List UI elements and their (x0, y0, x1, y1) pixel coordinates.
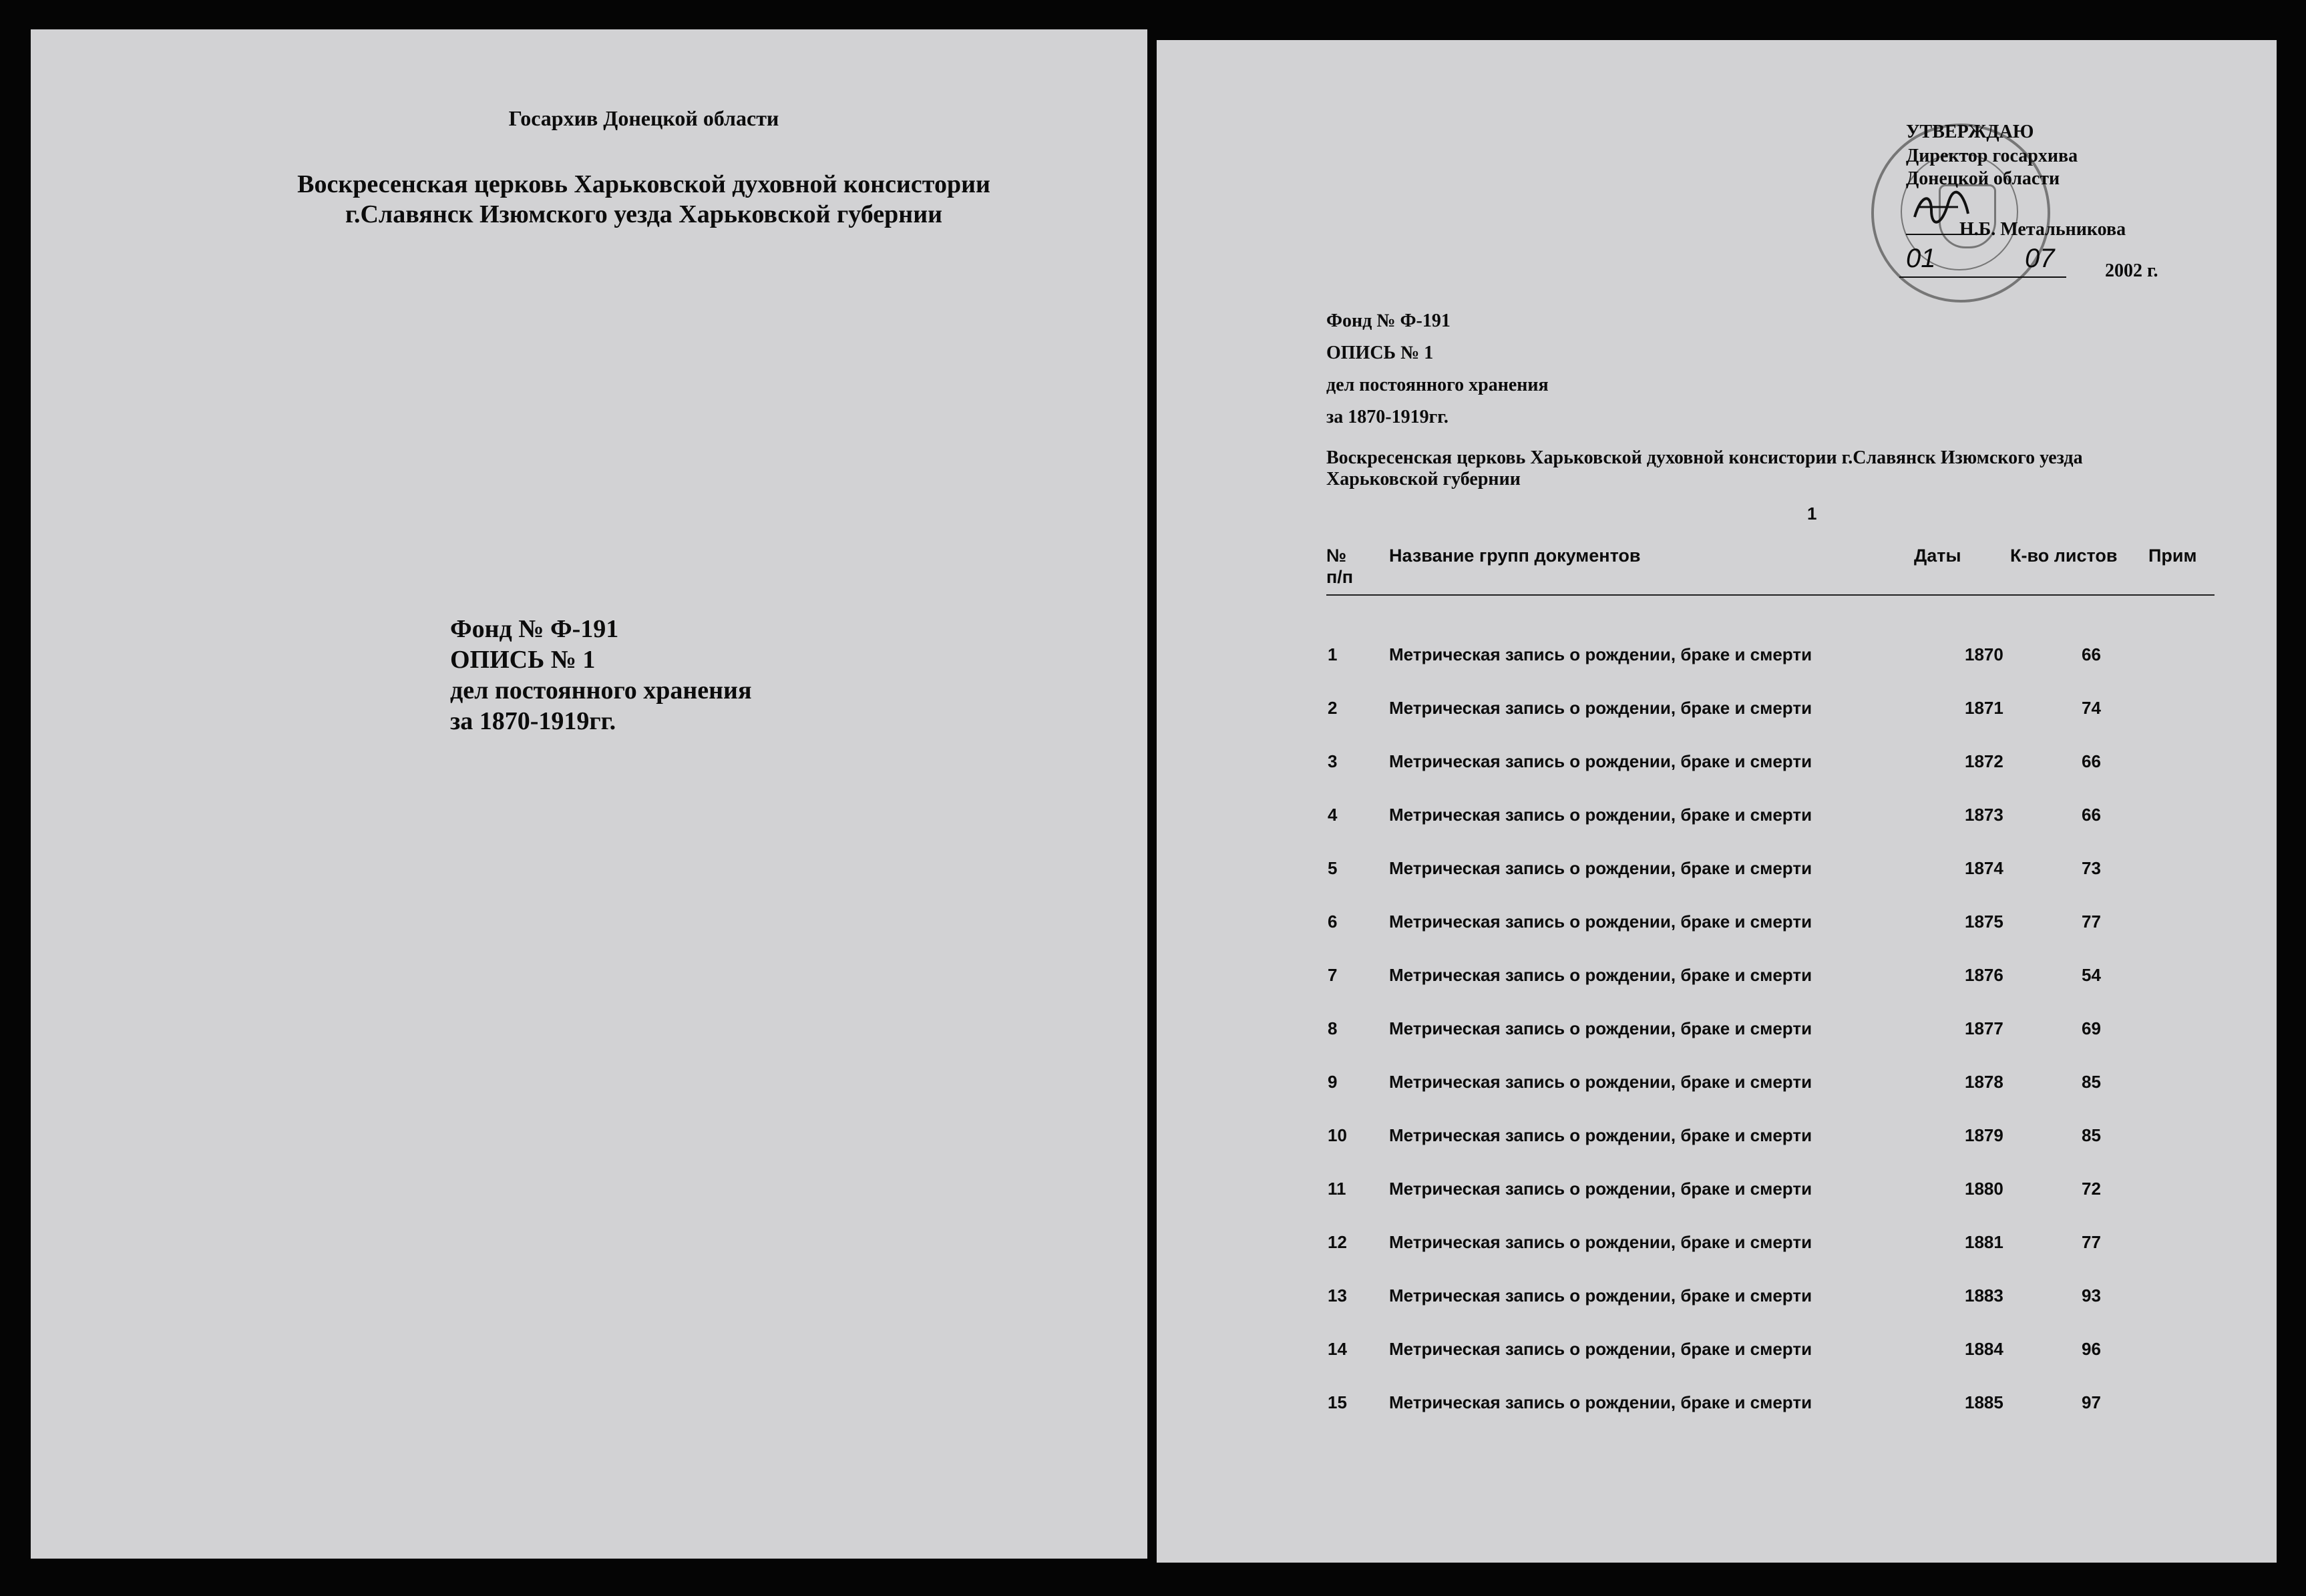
header-num-sub: п/п (1326, 567, 1354, 587)
row-number: 9 (1328, 1072, 1338, 1092)
row-date: 1873 (1965, 805, 2003, 825)
left-page (31, 29, 1147, 1559)
row-date: 1877 (1965, 1018, 2003, 1038)
row-sheets: 96 (2082, 1339, 2101, 1359)
approval-year: 2002 г. (2105, 260, 2158, 281)
row-sheets: 69 (2082, 1018, 2101, 1038)
row-title: Метрическая запись о рождении, браке и смерти (1389, 1018, 1812, 1038)
row-title: Метрическая запись о рождении, браке и смерти (1389, 1285, 1812, 1306)
row-title: Метрическая запись о рождении, браке и смерти (1389, 1125, 1812, 1145)
table-row (1157, 1285, 2277, 1312)
page-number: 1 (1807, 504, 1817, 524)
row-date: 1870 (1965, 644, 2003, 664)
table-row (1157, 1072, 2277, 1099)
approver-position-1: Директор госархива (1906, 146, 2078, 166)
row-title: Метрическая запись о рождении, браке и смерти (1389, 1232, 1812, 1252)
row-date: 1884 (1965, 1339, 2003, 1359)
row-sheets: 73 (2082, 858, 2101, 878)
row-sheets: 85 (2082, 1125, 2101, 1145)
row-sheets: 66 (2082, 751, 2101, 771)
table-row (1157, 644, 2277, 671)
storage-type: дел постоянного хранения (1326, 375, 1549, 395)
row-number: 6 (1328, 912, 1338, 932)
row-title: Метрическая запись о рождении, браке и смерти (1389, 1179, 1812, 1199)
header-sheets: К-во листов (2010, 546, 2118, 566)
header-note: Прим (2148, 546, 2197, 566)
row-date: 1875 (1965, 912, 2003, 932)
row-title: Метрическая запись о рождении, браке и смерти (1389, 858, 1812, 878)
row-date: 1881 (1965, 1232, 2003, 1252)
row-date: 1878 (1965, 1072, 2003, 1092)
row-title: Метрическая запись о рождении, браке и смерти (1389, 751, 1812, 771)
row-date: 1885 (1965, 1392, 2003, 1412)
header-num: № (1326, 546, 1347, 566)
table-row (1157, 1392, 2277, 1419)
row-number: 7 (1328, 965, 1338, 985)
table-row (1157, 1018, 2277, 1045)
row-sheets: 85 (2082, 1072, 2101, 1092)
table-row (1157, 805, 2277, 831)
row-number: 8 (1328, 1018, 1338, 1038)
approval-day: 01 (1906, 244, 1936, 273)
row-number: 1 (1328, 644, 1338, 664)
fond-number: Фонд № Ф-191 (1326, 311, 1451, 331)
row-title: Метрическая запись о рождении, браке и смерти (1389, 1072, 1812, 1092)
approver-name: Н.Б. Метальникова (1959, 219, 2126, 240)
row-number: 15 (1328, 1392, 1347, 1412)
row-number: 10 (1328, 1125, 1347, 1145)
archive-name: Госархив Донецкой области (508, 106, 779, 130)
row-sheets: 74 (2082, 698, 2101, 718)
row-date: 1879 (1965, 1125, 2003, 1145)
row-number: 3 (1328, 751, 1338, 771)
table-row (1157, 751, 2277, 778)
row-date: 1876 (1965, 965, 2003, 985)
row-sheets: 77 (2082, 1232, 2101, 1252)
fond-block (450, 614, 752, 737)
row-sheets: 54 (2082, 965, 2101, 985)
table-row (1157, 858, 2277, 885)
approval-month: 07 (2025, 244, 2055, 273)
fond-number: Фонд № Ф-191 (450, 615, 619, 643)
row-title: Метрическая запись о рождении, браке и смерти (1389, 805, 1812, 825)
row-date: 1872 (1965, 751, 2003, 771)
row-sheets: 66 (2082, 644, 2101, 664)
title-line-2: Харьковской губернии (1326, 469, 1521, 489)
opis-number: ОПИСЬ № 1 (450, 646, 596, 674)
row-date: 1871 (1965, 698, 2003, 718)
title-line-1: Воскресенская церковь Харьковской духовной консистории г.Славянск Изюмского уезда (1326, 447, 2083, 468)
table-row (1157, 1232, 2277, 1259)
row-sheets: 66 (2082, 805, 2101, 825)
table-row (1157, 1179, 2277, 1205)
period: за 1870-1919гг. (450, 707, 616, 735)
table-row (1157, 1339, 2277, 1366)
row-title: Метрическая запись о рождении, браке и смерти (1389, 1392, 1812, 1412)
row-title: Метрическая запись о рождении, браке и смерти (1389, 965, 1812, 985)
table-row (1157, 1125, 2277, 1152)
table-row (1157, 698, 2277, 725)
storage-type: дел постоянного хранения (450, 676, 752, 705)
row-number: 5 (1328, 858, 1338, 878)
row-date: 1883 (1965, 1285, 2003, 1306)
row-number: 2 (1328, 698, 1338, 718)
approve-label: УТВЕРЖДАЮ (1906, 122, 2034, 142)
date-line (1899, 276, 2066, 278)
approver-position-2: Донецкой области (1906, 168, 2060, 189)
header-name: Название групп документов (1389, 546, 1641, 566)
row-number: 12 (1328, 1232, 1347, 1252)
row-number: 14 (1328, 1339, 1347, 1359)
opis-number: ОПИСЬ № 1 (1326, 343, 1434, 363)
table-row (1157, 965, 2277, 992)
row-sheets: 93 (2082, 1285, 2101, 1306)
period: за 1870-1919гг. (1326, 407, 1449, 427)
row-title: Метрическая запись о рождении, браке и смерти (1389, 1339, 1812, 1359)
row-number: 4 (1328, 805, 1338, 825)
row-date: 1880 (1965, 1179, 2003, 1199)
title-line-2: г.Славянск Изюмского уезда Харьковской губернии (345, 200, 942, 228)
row-title: Метрическая запись о рождении, браке и смерти (1389, 644, 1812, 664)
row-sheets: 77 (2082, 912, 2101, 932)
table-row (1157, 912, 2277, 938)
header-divider (1326, 594, 2215, 596)
row-sheets: 97 (2082, 1392, 2101, 1412)
row-sheets: 72 (2082, 1179, 2101, 1199)
row-number: 13 (1328, 1285, 1347, 1306)
title-line-1: Воскресенская церковь Харьковской духовной консистории (297, 170, 990, 198)
header-dates: Даты (1914, 546, 1961, 566)
row-title: Метрическая запись о рождении, браке и смерти (1389, 912, 1812, 932)
row-date: 1874 (1965, 858, 2003, 878)
right-page (1157, 40, 2277, 1563)
row-title: Метрическая запись о рождении, браке и смерти (1389, 698, 1812, 718)
row-number: 11 (1328, 1179, 1346, 1199)
